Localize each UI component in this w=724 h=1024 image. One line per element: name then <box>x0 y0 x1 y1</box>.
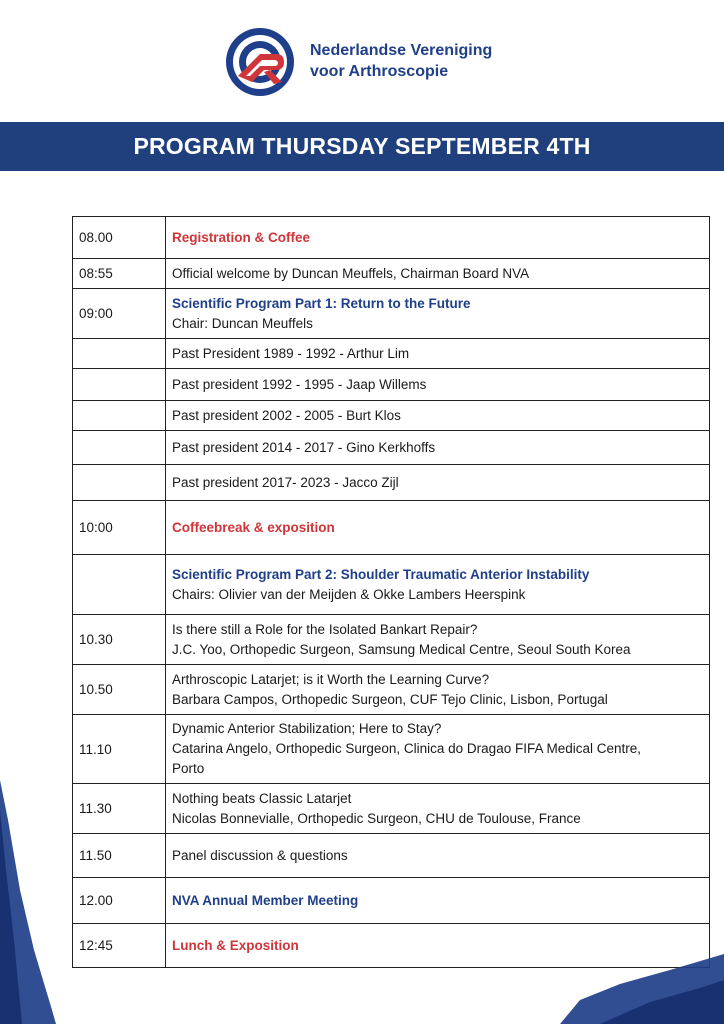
program-line: Dynamic Anterior Stabilization; Here to Stay? <box>172 721 442 736</box>
program-table <box>72 216 710 968</box>
program-line: Coffeebreak & exposition <box>172 519 335 535</box>
program-row <box>73 615 710 665</box>
program-time: 10.50 <box>73 665 166 715</box>
decorative-brush-right <box>560 940 724 1024</box>
program-line: Past president 2017- 2023 - Jacco Zijl <box>172 474 399 490</box>
program-row <box>73 784 710 834</box>
program-line: Nicolas Bonnevialle, Orthopedic Surgeon, CHU de Toulouse, France <box>172 810 581 826</box>
program-description <box>166 259 710 289</box>
program-time: 09:00 <box>73 289 166 339</box>
program-line: Chair: Duncan Meuffels <box>172 315 313 331</box>
program-time <box>73 339 166 369</box>
program-description <box>166 878 710 924</box>
program-row <box>73 401 710 431</box>
program-description <box>166 665 710 715</box>
program-line: Catarina Angelo, Orthopedic Surgeon, Clinica do Dragao FIFA Medical Centre, <box>172 741 642 756</box>
program-description <box>166 615 710 665</box>
program-row <box>73 715 710 784</box>
program-line: Past President 1989 - 1992 - Arthur Lim <box>172 345 410 361</box>
logo-line-1: Nederlandse Vereniging <box>310 42 493 59</box>
program-description <box>166 784 710 834</box>
program-line: Arthroscopic Latarjet; is it Worth the Learning Curve? <box>172 671 490 687</box>
page-title: PROGRAM THURSDAY SEPTEMBER 4TH <box>133 133 591 159</box>
program-time: 12:45 <box>73 924 166 968</box>
program-line: Scientific Program Part 2: Shoulder Traumatic Anterior Instability <box>172 566 590 582</box>
program-time: 10:00 <box>73 501 166 555</box>
program-line: Panel discussion & questions <box>172 847 348 863</box>
program-row <box>73 501 710 555</box>
program-description <box>166 369 710 401</box>
program-line: Is there still a Role for the Isolated Bankart Repair? <box>172 621 478 637</box>
program-time: 10.30 <box>73 615 166 665</box>
program-row <box>73 465 710 501</box>
program-time: 08:55 <box>73 259 166 289</box>
program-description <box>166 431 710 465</box>
program-time <box>73 369 166 401</box>
logo-line-2: voor Arthroscopie <box>310 63 449 80</box>
nva-logo-icon <box>224 26 296 98</box>
program-line: Registration & Coffee <box>172 229 311 245</box>
decorative-brush-left <box>0 780 60 1024</box>
header <box>0 0 724 122</box>
program-description <box>166 465 710 501</box>
program-time: 12.00 <box>73 878 166 924</box>
program-row <box>73 339 710 369</box>
program-description <box>166 834 710 878</box>
program-line: Nothing beats Classic Latarjet <box>172 790 352 806</box>
program-line: Past president 1992 - 1995 - Jaap Willems <box>172 376 427 392</box>
program-row <box>73 665 710 715</box>
program-line: J.C. Yoo, Orthopedic Surgeon, Samsung Medical Centre, Seoul South Korea <box>172 641 631 657</box>
logo-text <box>310 40 492 82</box>
program-line: Official welcome by Duncan Meuffels, Chairman Board NVA <box>172 265 530 281</box>
program-row <box>73 555 710 615</box>
program-description <box>166 339 710 369</box>
program-row <box>73 834 710 878</box>
program-line: Scientific Program Part 1: Return to the Future <box>172 295 471 311</box>
program-description <box>166 401 710 431</box>
program-line: Porto <box>172 761 205 776</box>
title-banner <box>0 122 724 171</box>
program-description <box>166 715 710 784</box>
program-time: 11.10 <box>73 715 166 784</box>
program-row <box>73 369 710 401</box>
program-line: Past president 2002 - 2005 - Burt Klos <box>172 407 401 423</box>
program-description <box>166 217 710 259</box>
program-line: NVA Annual Member Meeting <box>172 892 359 908</box>
program-description <box>166 289 710 339</box>
program-line: Past president 2014 - 2017 - Gino Kerkhoffs <box>172 439 436 455</box>
program-time <box>73 555 166 615</box>
program-description <box>166 555 710 615</box>
program-time: 08.00 <box>73 217 166 259</box>
program-time: 11.30 <box>73 784 166 834</box>
program-description <box>166 501 710 555</box>
program-time <box>73 465 166 501</box>
program-row <box>73 217 710 259</box>
program-row <box>73 431 710 465</box>
program-line: Barbara Campos, Orthopedic Surgeon, CUF Tejo Clinic, Lisbon, Portugal <box>172 691 608 707</box>
program-line: Lunch & Exposition <box>172 937 299 953</box>
program-line: Chairs: Olivier van der Meijden & Okke Lambers Heerspink <box>172 586 526 602</box>
program-row <box>73 878 710 924</box>
program-time <box>73 431 166 465</box>
program-row <box>73 289 710 339</box>
program-time <box>73 401 166 431</box>
program-time: 11.50 <box>73 834 166 878</box>
program-row <box>73 259 710 289</box>
